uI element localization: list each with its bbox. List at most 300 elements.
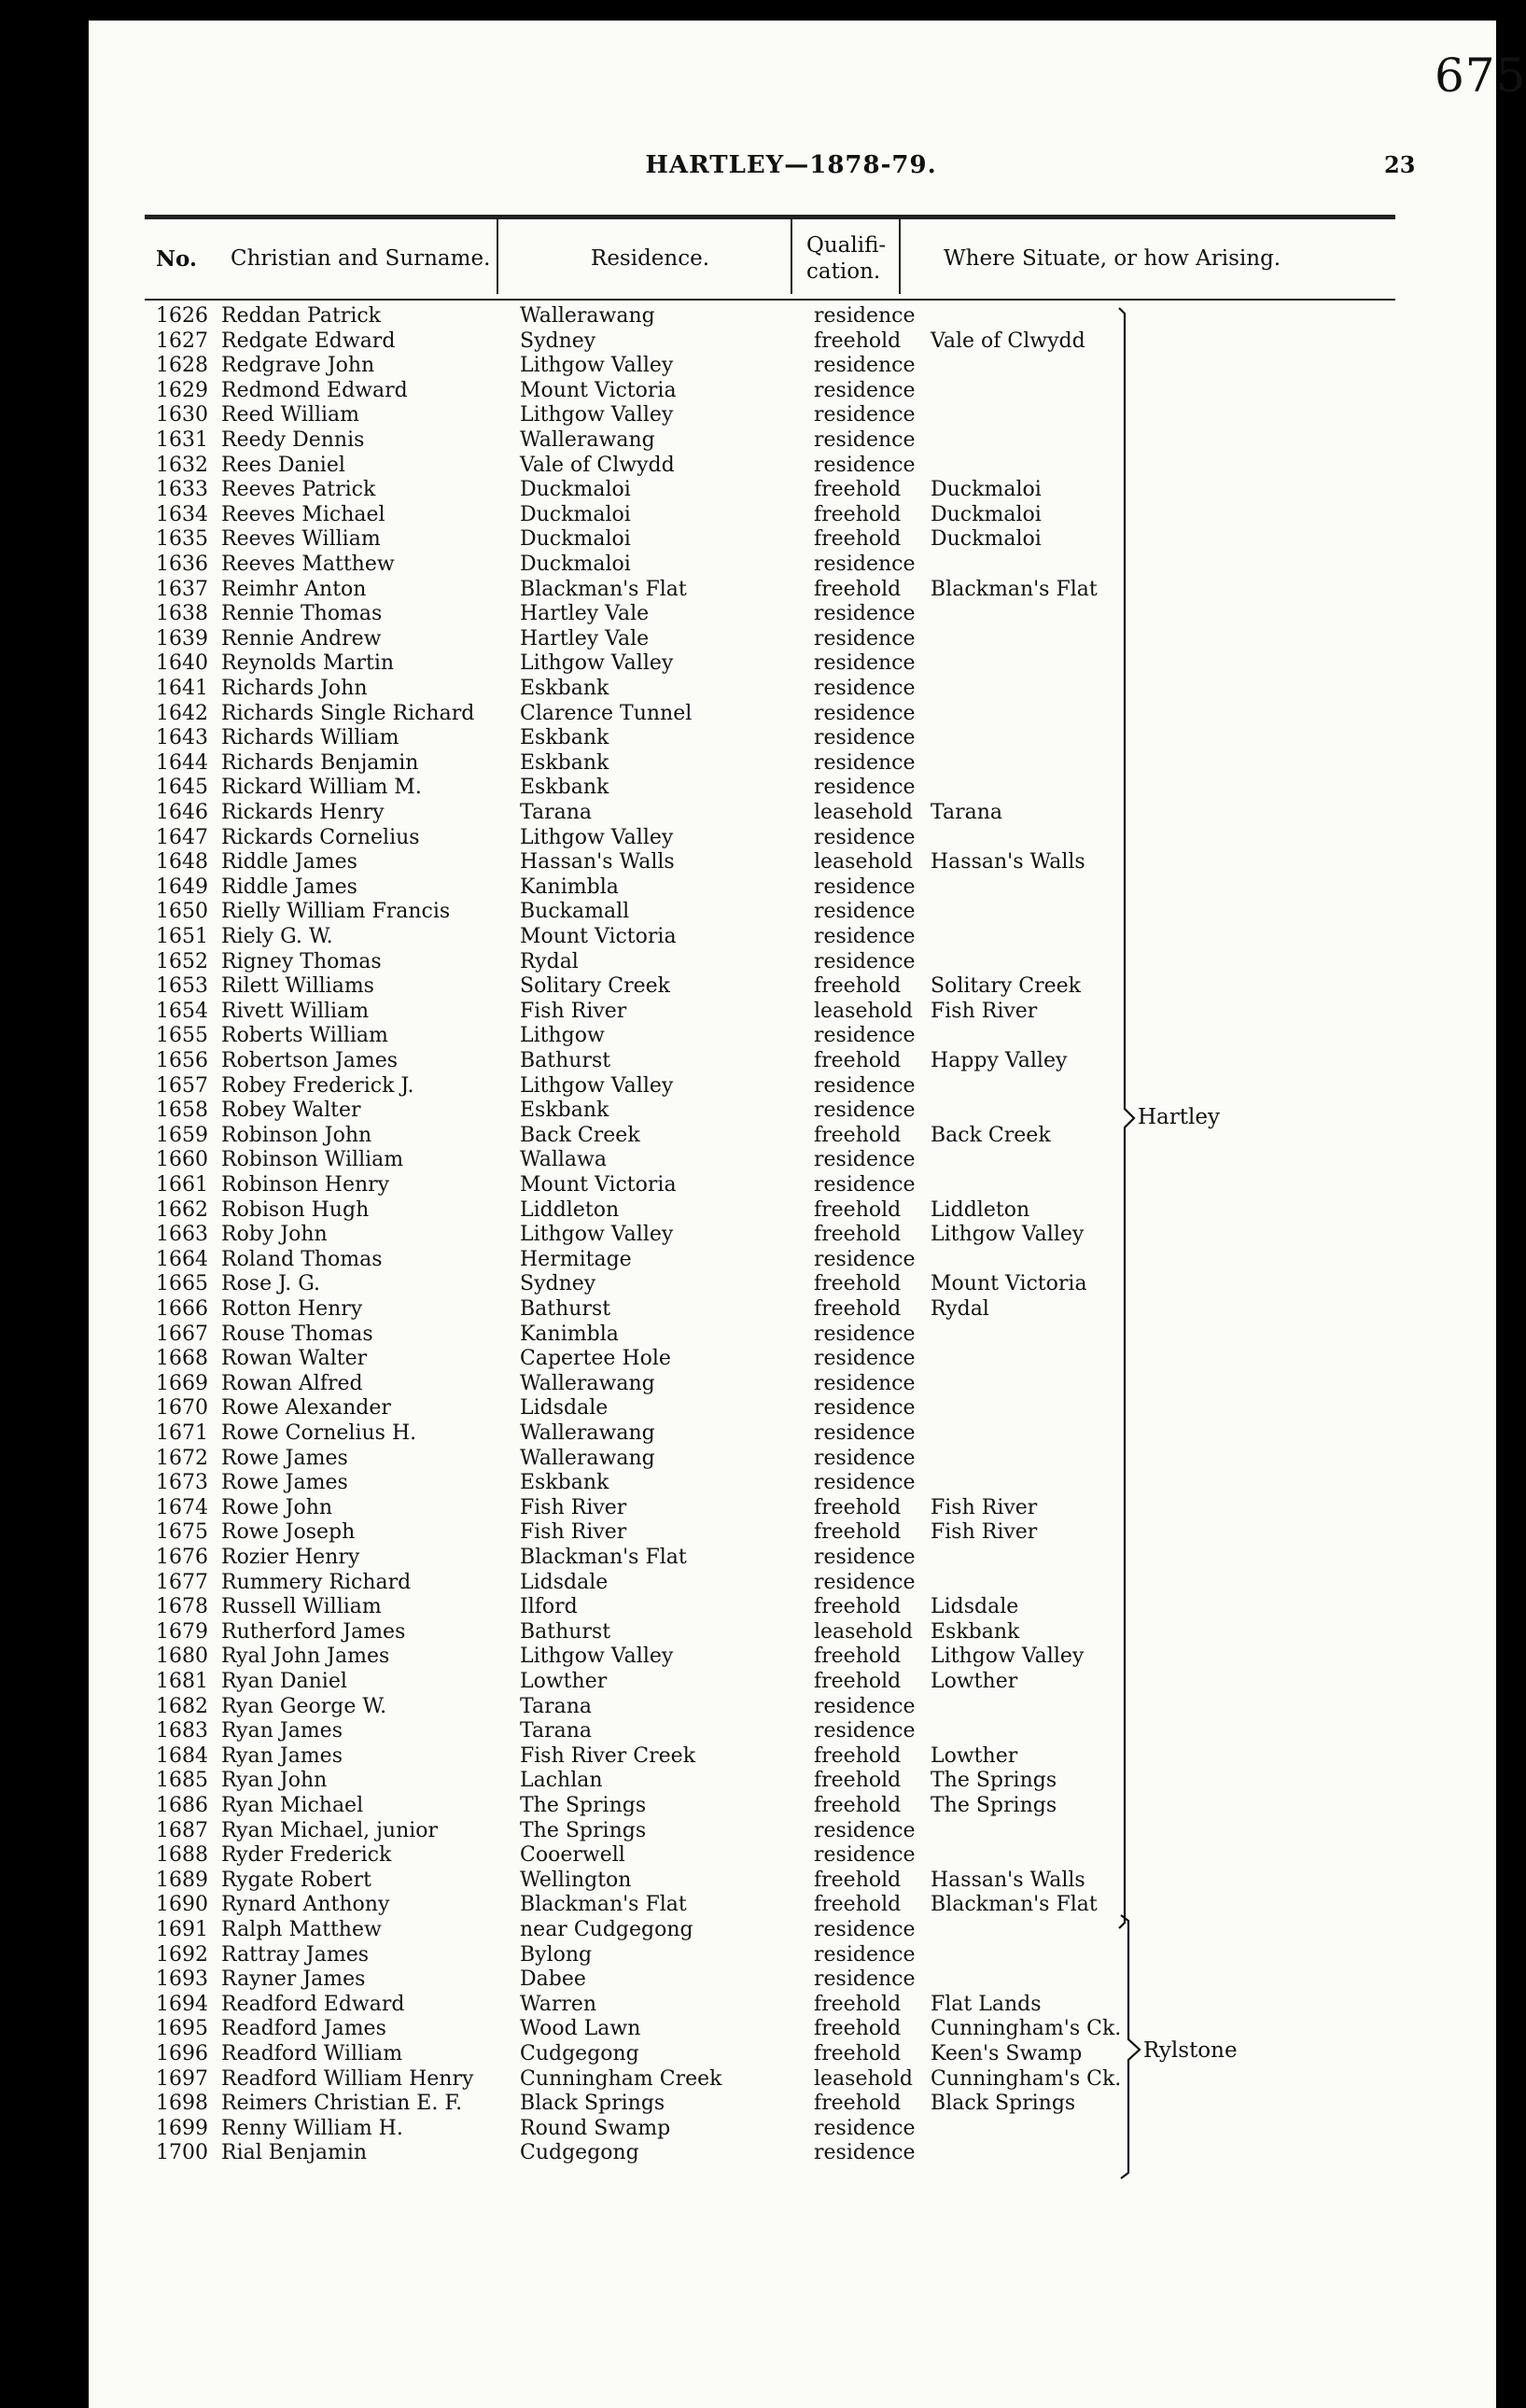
row-number: 1637	[156, 577, 208, 601]
table-row	[89, 1670, 1493, 1694]
table-row	[89, 677, 1493, 701]
row-number: 1646	[156, 801, 208, 824]
where-situate-cell: Fish River	[931, 1495, 1038, 1519]
where-situate-cell: Tarana	[931, 801, 1002, 824]
where-situate-cell: Cunningham's Ck.	[931, 2017, 1122, 2041]
residence-cell: Duckmaloi	[520, 502, 631, 526]
residence-cell: Lithgow Valley	[520, 1645, 674, 1669]
table-row	[89, 1943, 1493, 1967]
elector-name: Ryan John	[221, 1769, 328, 1793]
residence-cell: Lithgow Valley	[520, 1073, 674, 1098]
row-number: 1686	[156, 1794, 208, 1817]
elector-name: Rygate Robert	[221, 1868, 371, 1892]
qualification-cell: freehold	[814, 478, 902, 502]
table-row	[89, 1918, 1493, 1942]
qualification-cell: freehold	[814, 1769, 902, 1793]
row-number: 1656	[156, 1049, 208, 1072]
table-row	[89, 1148, 1493, 1172]
qualification-cell: freehold	[814, 1197, 902, 1222]
table-row	[89, 2092, 1493, 2116]
row-number: 1666	[156, 1297, 208, 1321]
elector-name: Robey Frederick J.	[221, 1073, 414, 1098]
row-number: 1665	[156, 1272, 208, 1296]
sheet-number: 23	[1384, 151, 1416, 178]
elector-name: Rutherford James	[221, 1619, 406, 1644]
row-number: 1689	[156, 1868, 208, 1892]
row-number: 1643	[156, 726, 208, 750]
table-row	[89, 428, 1493, 453]
elector-name: Reeves Michael	[221, 502, 385, 526]
row-number: 1649	[156, 875, 208, 899]
qualification-cell: residence	[814, 2141, 916, 2165]
elector-name: Robison Hugh	[221, 1197, 370, 1222]
where-situate-cell: Blackman's Flat	[931, 1893, 1098, 1917]
residence-cell: Bathurst	[520, 1297, 611, 1321]
row-number: 1694	[156, 1992, 208, 2016]
row-number: 1700	[156, 2141, 208, 2165]
residence-cell: Warren	[520, 1992, 597, 2016]
qualification-cell: residence	[814, 677, 916, 700]
where-situate-cell: Lowther	[931, 1670, 1018, 1693]
qualification-cell: residence	[814, 1396, 916, 1421]
residence-cell: Eskbank	[520, 776, 609, 800]
residence-cell: Lithgow Valley	[520, 354, 674, 378]
table-row	[89, 1173, 1493, 1197]
row-number: 1661	[156, 1173, 208, 1197]
where-situate-cell: Lidsdale	[931, 1595, 1019, 1619]
elector-name: Rowan Walter	[221, 1347, 368, 1371]
table-row	[89, 776, 1493, 800]
table-row	[89, 1074, 1493, 1099]
elector-name: Rowe John	[221, 1495, 333, 1519]
qualification-cell: residence	[814, 602, 916, 626]
residence-cell: Eskbank	[520, 1471, 609, 1495]
qualification-cell: residence	[814, 875, 916, 899]
qualification-cell: residence	[814, 453, 916, 477]
row-number: 1639	[156, 626, 208, 651]
row-number: 1652	[156, 949, 208, 973]
elector-name: Robey Walter	[221, 1099, 361, 1123]
qualification-cell: residence	[814, 626, 916, 651]
where-situate-cell: Hassan's Walls	[931, 850, 1085, 875]
header-residence: Residence.	[591, 246, 710, 271]
qualification-cell: freehold	[814, 1223, 902, 1247]
elector-name: Rees Daniel	[221, 453, 345, 477]
qualification-cell: freehold	[814, 1743, 902, 1768]
qualification-cell: leasehold	[814, 1619, 914, 1644]
elector-name: Richards William	[221, 726, 399, 750]
table-row	[89, 875, 1493, 900]
elector-name: Reeves William	[221, 527, 381, 552]
where-situate-cell: Lithgow Valley	[931, 1223, 1085, 1247]
elector-name: Rozier Henry	[221, 1546, 360, 1569]
header-no: No.	[156, 246, 197, 272]
elector-name: Robertson James	[221, 1049, 399, 1072]
residence-cell: Fish River Creek	[520, 1743, 696, 1768]
row-number: 1695	[156, 2017, 208, 2041]
row-number: 1680	[156, 1645, 208, 1669]
header-qualification-1: Qualifi-	[806, 233, 887, 258]
where-situate-cell: Solitary Creek	[931, 974, 1082, 999]
table-row	[89, 503, 1493, 527]
qualification-cell: residence	[814, 1446, 916, 1470]
table-row	[89, 1893, 1493, 1917]
row-number: 1635	[156, 527, 208, 552]
elector-name: Richards John	[221, 677, 368, 700]
elector-name: Readford James	[221, 2017, 386, 2041]
qualification-cell: freehold	[814, 2092, 902, 2116]
qualification-cell: residence	[814, 1173, 916, 1197]
qualification-cell: freehold	[814, 1123, 902, 1147]
table-row	[89, 702, 1493, 726]
residence-cell: Wellington	[520, 1868, 632, 1892]
residence-cell: Eskbank	[520, 1099, 609, 1123]
residence-cell: Blackman's Flat	[520, 577, 687, 601]
qualification-cell: freehold	[814, 1645, 902, 1669]
residence-cell: Cudgegong	[520, 2042, 639, 2065]
where-situate-cell: The Springs	[931, 1769, 1057, 1793]
residence-cell: Wood Lawn	[520, 2017, 641, 2041]
residence-cell: Cudgegong	[520, 2141, 639, 2165]
qualification-cell: freehold	[814, 1992, 902, 2016]
elector-name: Readford William Henry	[221, 2066, 474, 2091]
where-situate-cell: Eskbank	[931, 1619, 1020, 1644]
elector-name: Richards Single Richard	[221, 701, 475, 725]
table-row	[89, 1620, 1493, 1645]
row-number: 1667	[156, 1322, 208, 1346]
qualification-cell: freehold	[814, 1297, 902, 1321]
residence-cell: Cunningham Creek	[520, 2066, 722, 2091]
elector-name: Ryan James	[221, 1719, 343, 1743]
residence-cell: Mount Victoria	[520, 378, 677, 402]
column-divider	[497, 219, 498, 294]
page-title: HARTLEY—1878-79.	[645, 151, 937, 179]
residence-cell: Eskbank	[520, 677, 609, 700]
row-number: 1631	[156, 428, 208, 452]
qualification-cell: residence	[814, 925, 916, 948]
qualification-cell: freehold	[814, 1495, 902, 1519]
row-number: 1640	[156, 651, 208, 676]
table-row	[89, 1471, 1493, 1495]
residence-cell: Blackman's Flat	[520, 1893, 687, 1917]
residence-cell: Wallerawang	[520, 1421, 655, 1445]
where-situate-cell: Duckmaloi	[931, 502, 1042, 526]
qualification-cell: residence	[814, 726, 916, 750]
table-row	[89, 2067, 1493, 2092]
where-situate-cell: The Springs	[931, 1794, 1057, 1817]
elector-name: Rotton Henry	[221, 1297, 363, 1321]
qualification-cell: freehold	[814, 1272, 902, 1296]
row-number: 1638	[156, 602, 208, 626]
residence-cell: Lithgow	[520, 1024, 605, 1048]
elector-name: Reeves Patrick	[221, 478, 376, 502]
qualification-cell: residence	[814, 378, 916, 402]
qualification-cell: freehold	[814, 1520, 902, 1545]
elector-name: Richards Benjamin	[221, 750, 419, 775]
table-row	[89, 1993, 1493, 2017]
qualification-cell: residence	[814, 750, 916, 775]
elector-name: Reddan Patrick	[221, 304, 382, 328]
table-row	[89, 1223, 1493, 1247]
residence-cell: Hartley Vale	[520, 626, 650, 651]
elector-name: Rayner James	[221, 1967, 366, 1992]
table-row	[89, 1272, 1493, 1296]
where-situate-cell: Keen's Swamp	[931, 2042, 1083, 2065]
residence-cell: Clarence Tunnel	[520, 701, 693, 725]
residence-cell: Hermitage	[520, 1247, 632, 1271]
row-number: 1687	[156, 1818, 208, 1842]
where-situate-cell: Back Creek	[931, 1123, 1051, 1147]
row-number: 1648	[156, 850, 208, 875]
row-number: 1644	[156, 750, 208, 775]
table-row	[89, 304, 1493, 329]
row-number: 1655	[156, 1024, 208, 1048]
qualification-cell: freehold	[814, 502, 902, 526]
row-number: 1677	[156, 1570, 208, 1594]
residence-cell: Dabee	[520, 1967, 586, 1992]
row-number: 1682	[156, 1694, 208, 1718]
residence-cell: Cooerwell	[520, 1843, 625, 1868]
elector-name: Rivett William	[221, 999, 370, 1023]
row-number: 1645	[156, 776, 208, 800]
table-row	[89, 1124, 1493, 1148]
elector-name: Robinson William	[221, 1148, 404, 1172]
row-number: 1692	[156, 1942, 208, 1967]
header-top-rule	[145, 215, 1395, 219]
residence-cell: The Springs	[520, 1818, 647, 1842]
table-row	[89, 974, 1493, 999]
table-row	[89, 925, 1493, 949]
residence-cell: Lithgow Valley	[520, 1223, 674, 1247]
elector-name: Reimhr Anton	[221, 577, 367, 601]
table-row	[89, 801, 1493, 825]
elector-name: Roland Thomas	[221, 1247, 383, 1271]
qualification-cell: residence	[814, 1073, 916, 1098]
row-number: 1675	[156, 1520, 208, 1545]
table-row	[89, 850, 1493, 875]
row-number: 1683	[156, 1719, 208, 1743]
table-row	[89, 751, 1493, 776]
residence-cell: Solitary Creek	[520, 974, 671, 999]
row-number: 1659	[156, 1123, 208, 1147]
elector-name: Riddle James	[221, 875, 357, 899]
table-row	[89, 1049, 1493, 1073]
row-number: 1647	[156, 825, 208, 849]
where-situate-cell: Blackman's Flat	[931, 577, 1098, 601]
elector-name: Rowe James	[221, 1446, 348, 1470]
qualification-cell: freehold	[814, 1049, 902, 1072]
residence-cell: Hassan's Walls	[520, 850, 675, 875]
elector-name: Rickards Cornelius	[221, 825, 420, 849]
residence-cell: Wallerawang	[520, 304, 655, 328]
header-qualification-2: cation.	[806, 259, 881, 284]
where-situate-cell: Hassan's Walls	[931, 1868, 1085, 1892]
table-row	[89, 1695, 1493, 1719]
where-situate-cell: Flat Lands	[931, 1992, 1042, 2016]
table-row	[89, 1869, 1493, 1893]
group-label-hartley: Hartley	[1138, 1105, 1220, 1129]
row-number: 1674	[156, 1495, 208, 1519]
table-row	[89, 651, 1493, 676]
where-situate-cell: Fish River	[931, 1520, 1038, 1545]
table-row	[89, 1744, 1493, 1769]
row-number: 1696	[156, 2042, 208, 2065]
row-number: 1670	[156, 1396, 208, 1421]
row-number: 1654	[156, 999, 208, 1023]
qualification-cell: freehold	[814, 1893, 902, 1917]
qualification-cell: residence	[814, 354, 916, 378]
table-row	[89, 1719, 1493, 1743]
residence-cell: Buckamall	[520, 900, 630, 924]
table-row	[89, 1843, 1493, 1868]
table-row	[89, 2042, 1493, 2066]
row-number: 1690	[156, 1893, 208, 1917]
row-number: 1684	[156, 1743, 208, 1768]
residence-cell: The Springs	[520, 1794, 647, 1817]
residence-cell: Duckmaloi	[520, 553, 631, 576]
residence-cell: Sydney	[520, 1272, 596, 1296]
table-row	[89, 602, 1493, 626]
qualification-cell: freehold	[814, 2042, 902, 2065]
residence-cell: Capertee Hole	[520, 1347, 671, 1371]
table-row	[89, 1248, 1493, 1272]
row-number: 1685	[156, 1769, 208, 1793]
table-row	[89, 1421, 1493, 1446]
row-number: 1628	[156, 354, 208, 378]
table-row	[89, 950, 1493, 974]
residence-cell: Eskbank	[520, 726, 609, 750]
elector-name: Rilett Williams	[221, 974, 374, 999]
elector-name: Rowe Alexander	[221, 1396, 391, 1421]
residence-cell: Lithgow Valley	[520, 825, 674, 849]
page-number: 675	[1435, 49, 1526, 103]
row-number: 1634	[156, 502, 208, 526]
elector-name: Rouse Thomas	[221, 1322, 373, 1346]
row-number: 1627	[156, 329, 208, 353]
header-name: Christian and Surname.	[231, 246, 491, 271]
residence-cell: Lidsdale	[520, 1396, 609, 1421]
residence-cell: Hartley Vale	[520, 602, 650, 626]
elector-name: Redgrave John	[221, 354, 375, 378]
where-situate-cell: Mount Victoria	[931, 1272, 1087, 1296]
residence-cell: Tarana	[520, 1719, 592, 1743]
table-row	[89, 2017, 1493, 2041]
qualification-cell: residence	[814, 1967, 916, 1992]
table-row	[89, 726, 1493, 750]
elector-name: Rickards Henry	[221, 801, 385, 824]
table-row	[89, 1571, 1493, 1595]
residence-cell: Ilford	[520, 1595, 578, 1619]
qualification-cell: residence	[814, 1148, 916, 1172]
residence-cell: Duckmaloi	[520, 478, 631, 502]
qualification-cell: residence	[814, 1247, 916, 1271]
table-row	[89, 1024, 1493, 1048]
row-number: 1630	[156, 403, 208, 427]
elector-name: Rowe Cornelius H.	[221, 1421, 417, 1445]
elector-name: Roberts William	[221, 1024, 388, 1048]
elector-name: Ryan Daniel	[221, 1670, 347, 1693]
residence-cell: Black Springs	[520, 2092, 665, 2116]
row-number: 1650	[156, 900, 208, 924]
row-number: 1651	[156, 925, 208, 948]
qualification-cell: freehold	[814, 1794, 902, 1817]
group-label-rylstone: Rylstone	[1143, 2038, 1238, 2063]
residence-cell: Round Swamp	[520, 2116, 671, 2140]
qualification-cell: freehold	[814, 527, 902, 552]
qualification-cell: residence	[814, 1322, 916, 1346]
where-situate-cell: Black Springs	[931, 2092, 1076, 2116]
row-number: 1663	[156, 1223, 208, 1247]
elector-name: Reeves Matthew	[221, 553, 395, 576]
table-row	[89, 1297, 1493, 1322]
residence-cell: Sydney	[520, 329, 596, 353]
table-row	[89, 1099, 1493, 1123]
row-number: 1676	[156, 1546, 208, 1569]
qualification-cell: leasehold	[814, 999, 914, 1023]
elector-name: Rattray James	[221, 1942, 370, 1967]
row-number: 1633	[156, 478, 208, 502]
table-row	[89, 1520, 1493, 1545]
qualification-cell: residence	[814, 1024, 916, 1048]
residence-cell: Lachlan	[520, 1769, 603, 1793]
residence-cell: Lithgow Valley	[520, 651, 674, 676]
elector-name: Reedy Dennis	[221, 428, 365, 452]
qualification-cell: residence	[814, 1421, 916, 1445]
column-divider	[791, 219, 792, 294]
row-number: 1693	[156, 1967, 208, 1992]
column-divider	[899, 219, 901, 294]
row-number: 1653	[156, 974, 208, 999]
elector-name: Rowe Joseph	[221, 1520, 356, 1545]
qualification-cell: residence	[814, 776, 916, 800]
table-row	[89, 1794, 1493, 1818]
elector-name: Reynolds Martin	[221, 651, 395, 676]
qualification-cell: residence	[814, 1942, 916, 1967]
elector-name: Rowe James	[221, 1471, 348, 1495]
qualification-cell: residence	[814, 304, 916, 328]
residence-cell: Tarana	[520, 1694, 592, 1718]
qualification-cell: residence	[814, 1471, 916, 1495]
table-row	[89, 900, 1493, 924]
row-number: 1681	[156, 1670, 208, 1693]
table-row	[89, 1372, 1493, 1396]
qualification-cell: residence	[814, 701, 916, 725]
qualification-cell: leasehold	[814, 801, 914, 824]
residence-cell: Tarana	[520, 801, 592, 824]
table-row	[89, 354, 1493, 378]
where-situate-cell: Cunningham's Ck.	[931, 2066, 1122, 2091]
elector-name: Rennie Andrew	[221, 626, 382, 651]
residence-cell: Lithgow Valley	[520, 403, 674, 427]
qualification-cell: residence	[814, 1818, 916, 1842]
residence-cell: Wallerawang	[520, 1446, 655, 1470]
qualification-cell: residence	[814, 553, 916, 576]
residence-cell: Wallerawang	[520, 428, 655, 452]
residence-cell: Mount Victoria	[520, 925, 677, 948]
table-row	[89, 1347, 1493, 1371]
table-row	[89, 578, 1493, 602]
table-row	[89, 478, 1493, 502]
header-bottom-rule	[145, 299, 1395, 301]
table-row	[89, 826, 1493, 850]
residence-cell: Mount Victoria	[520, 1173, 677, 1197]
residence-cell: Kanimbla	[520, 875, 619, 899]
where-situate-cell: Fish River	[931, 999, 1038, 1023]
qualification-cell: residence	[814, 1843, 916, 1868]
residence-cell: Duckmaloi	[520, 527, 631, 552]
elector-name: Ryal John James	[221, 1645, 390, 1669]
row-number: 1641	[156, 677, 208, 700]
